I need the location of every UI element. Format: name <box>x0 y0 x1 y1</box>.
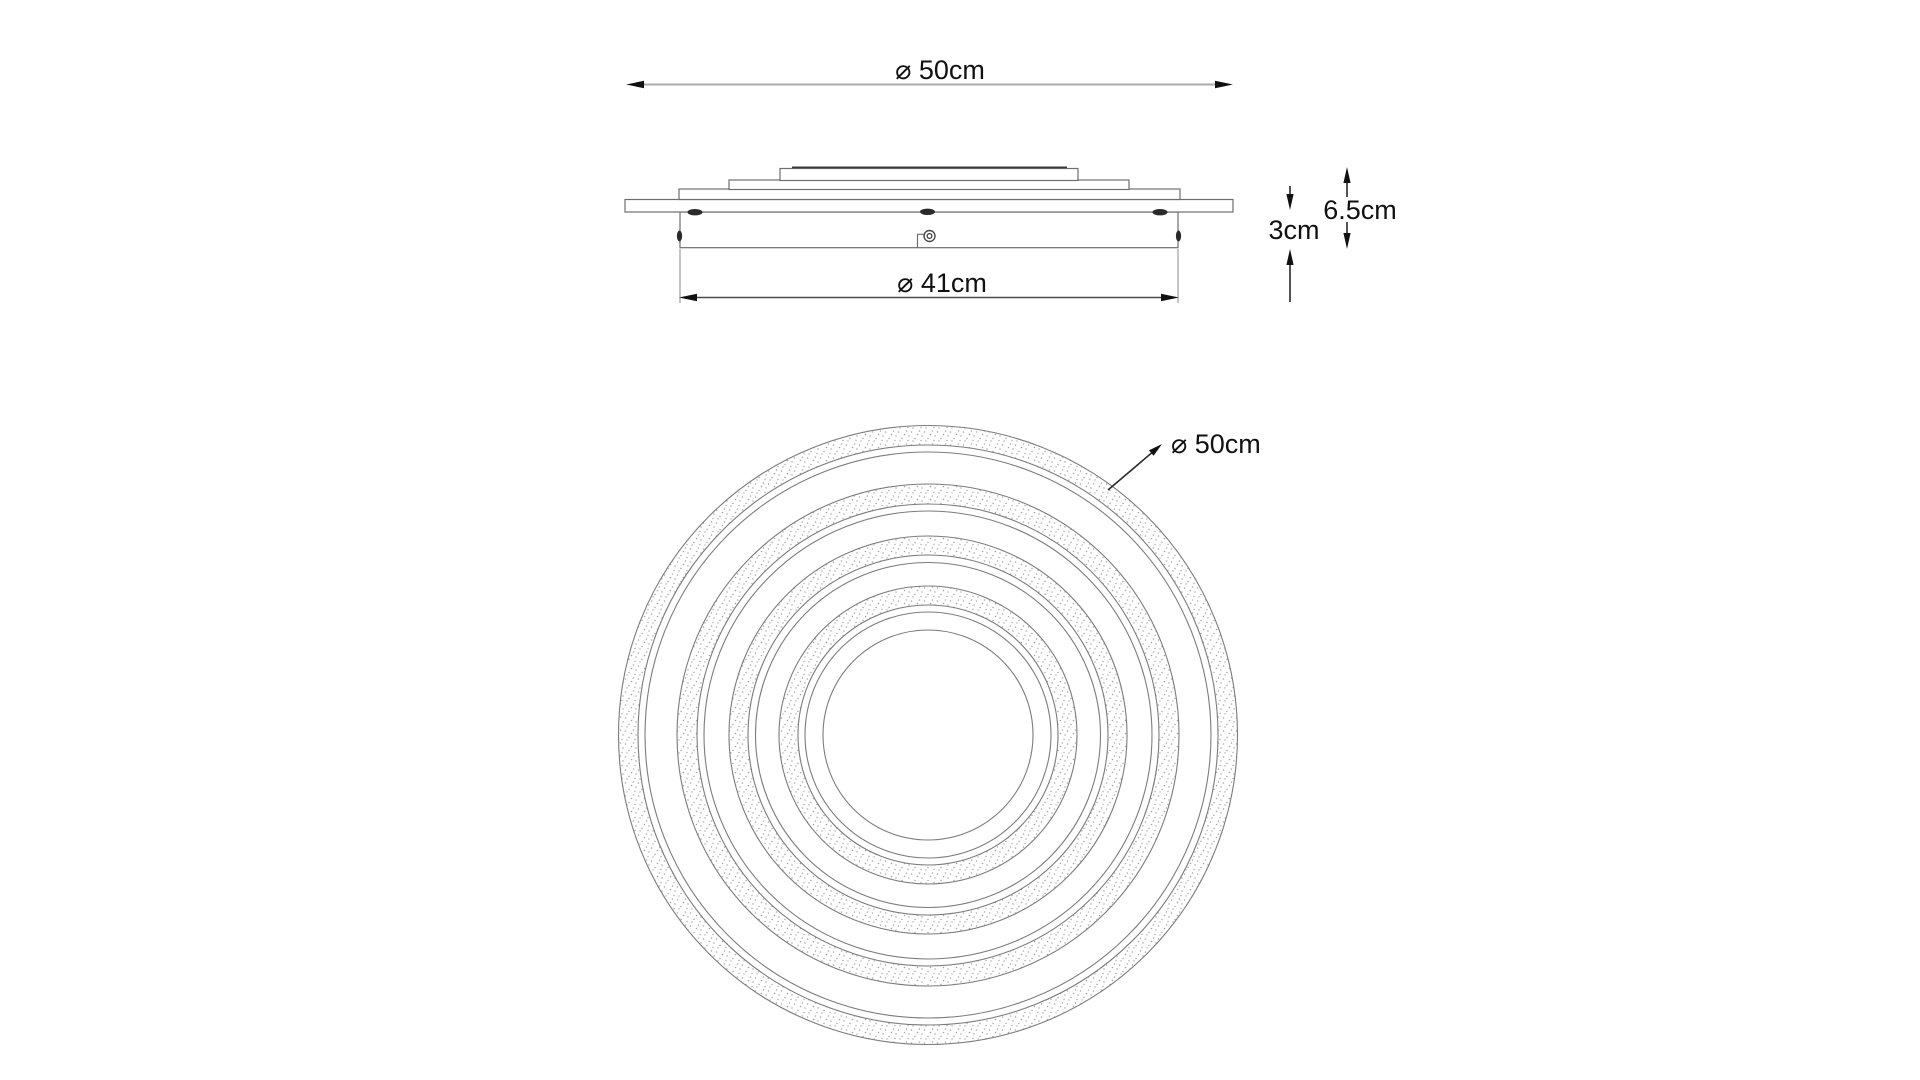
leader-line <box>1108 453 1152 490</box>
screw-bump-left <box>688 209 703 215</box>
label-topview-diameter: ⌀ 50cm <box>1171 429 1261 459</box>
label-box-height: 3cm <box>1268 215 1320 245</box>
arrowhead-left <box>679 294 697 301</box>
ring-circle <box>805 612 1051 858</box>
label-body-diameter: ⌀ 41cm <box>897 268 987 298</box>
screw-bump-center <box>920 209 935 215</box>
arrowhead-left <box>626 81 644 88</box>
arrowhead-up <box>1286 249 1293 265</box>
dimension-body-diameter <box>679 249 1179 303</box>
diffuser-tier-medium <box>729 180 1129 190</box>
arrowhead-up <box>1343 167 1350 183</box>
arrowhead-down <box>1286 194 1293 210</box>
led-ring-fill-2 <box>677 484 1179 986</box>
diffuser-tier-top <box>780 169 1078 181</box>
screw-bump-right <box>1153 209 1168 215</box>
dimension-top-diameter <box>626 55 1233 88</box>
label-total-height: 6.5cm <box>1323 195 1397 225</box>
arrowhead-down <box>1343 233 1350 249</box>
label-top-diameter: ⌀ 50cm <box>895 55 985 85</box>
ring-circle <box>748 555 1108 915</box>
side-view <box>625 167 1233 247</box>
ring-circle <box>756 563 1101 908</box>
led-ring-fill-1 <box>618 425 1237 1044</box>
arrowhead-right <box>1215 81 1233 88</box>
cable-clamp-screw-outer <box>924 231 935 242</box>
dimension-topview-diameter <box>1108 429 1261 490</box>
box-side-screw-right <box>1176 231 1181 242</box>
arrowhead-right <box>1161 294 1179 301</box>
ring-circle <box>704 511 1152 959</box>
diffuser-tier-large <box>679 189 1180 200</box>
led-ring-fill-4 <box>779 586 1077 884</box>
ring-circle <box>798 605 1058 865</box>
dimension-total-height <box>1323 167 1397 249</box>
ring-circle <box>697 504 1159 966</box>
dimension-box-height <box>1268 186 1319 302</box>
ring-circle-center <box>823 630 1033 840</box>
top-view <box>618 425 1237 1044</box>
ring-circle <box>638 445 1218 1025</box>
box-side-screw-left <box>677 231 682 242</box>
